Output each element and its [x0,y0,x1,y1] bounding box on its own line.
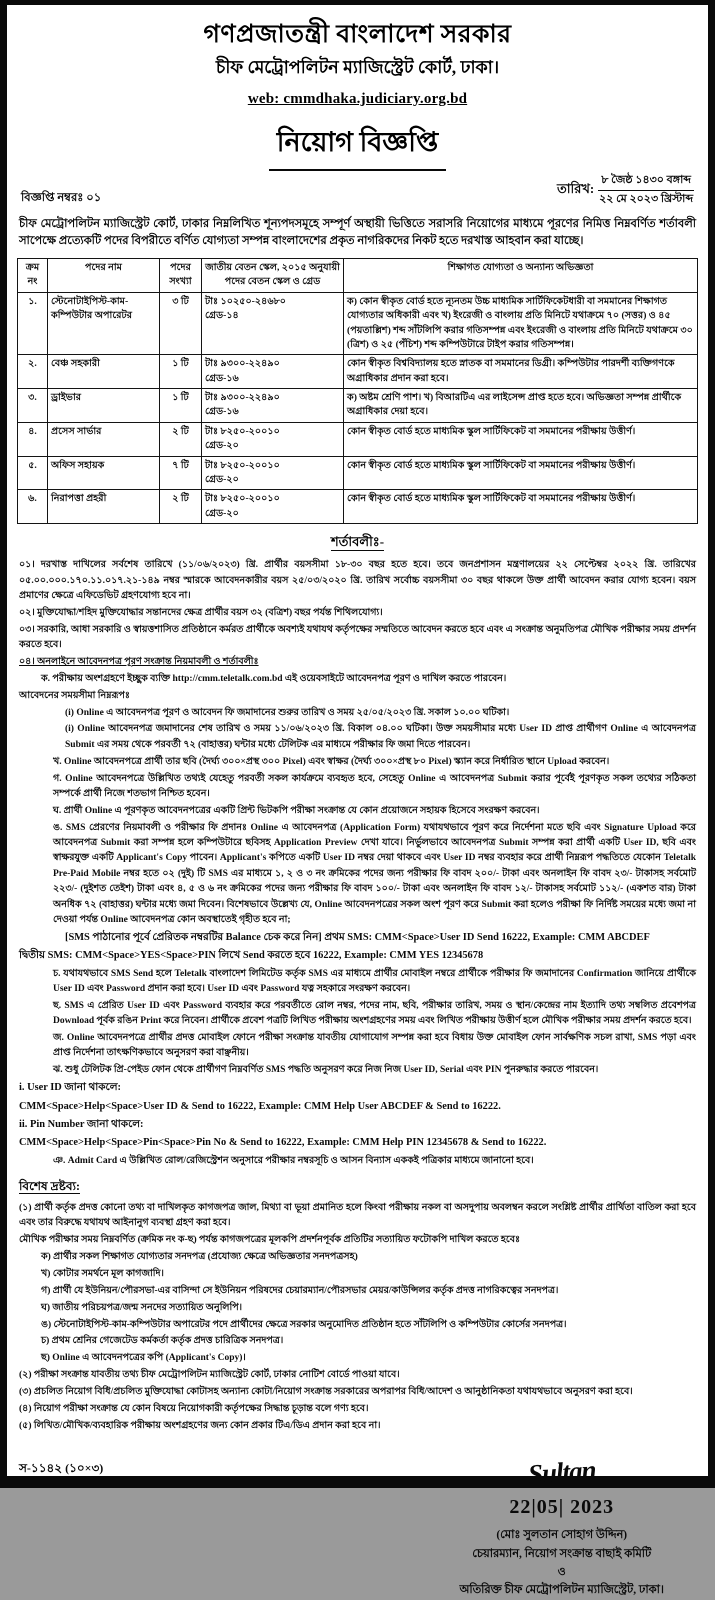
recover-pin-command: CMM<Space>Help<Space>Pin<Space>Pin No & Send to 16222, Example: CMM Help PIN 12345678 & Send to 16222. [19,1137,547,1149]
cell-scale-grade: গ্রেড-১৬ [205,406,239,418]
cell-scale-amount: টাঃ ১০২৫০-২৪৬৮০ [205,295,287,307]
admit-card-note: ঞ. Admit Card এ উল্লিখিত রোল/রেজিস্ট্রেশন অনুসারে পরীক্ষার নম্বরসূচি ও আসন বিন্যাস এককই পত্রিকার মাধ্যমে জানানো হবে। [53,1155,534,1166]
cell-post-count: ২ টি [160,490,202,524]
cell-qualification: ক) কোন স্বীকৃত বোর্ড হতে ন্যূনতম উচ্চ মাধ্যমিক সার্টিফিকেটধারী বা সমমানের শিক্ষাগত যোগ্যতার অধিকারী এবং খ) ইংরেজী ও বাংলায় প্রতি মিনিটে যথাক্রমে ৭০ (সত্তর) ও ৪৫ (পয়তাল্লিশ) শব্দ সাঁটলিপি করার গতিসম্পন্ন এবং ইংরেজী ও বাংলায় প্রতি মিনিটে যথাক্রমে ৩০ (ত্রিশ) ও ২৫ (পঁচিশ) শব্দ কম্পিউটারে টাইপ করার গতিসম্পন্ন। [344,292,698,355]
cell-post-name: বেঞ্চ সহকারী [48,355,160,389]
condition-item: ০১। দরখাস্ত দাখিলের সর্বশেষ তারিখে (১১/০৬/২০২৩) খ্রি. প্রার্থীর বয়সসীমা ১৮-৩০ বছর হতে হবে। তবে জনপ্রশাসন মন্ত্রণালয়ের ২২ সেপ্টেম্বর ২০২২ খ্রি. তারিখের ০৫.০০.০০০.১৭০.১১.০১৭.২১-১৪৯ নম্বর স্মারকে আবেদনকারীর বয়স ২৫/০৩/২০২০ খ্রি. তারিখ সর্বোচ্চ বয়সসীমা ৩০ বছর থাকলে উক্ত প্রার্থী আবেদন করার যোগ্য হবেন। বয়স প্রমাণের ক্ষেত্রে এফিডেভিট গ্রহণযোগ্য হবে না। [19,560,696,601]
required-document-item: ক) প্রার্থীর সকল শিক্ষাগত যোগ্যতার সনদপত্র (প্রযোজ্য ক্ষেত্রে অভিজ্ঞতার সনদপত্রসহ) [41,1252,358,1263]
notice-meta-row [17,173,698,208]
cell-pay-scale [202,422,344,456]
document-header [17,21,698,171]
cell-pay-scale [202,389,344,423]
signatory-conjunction: ও [557,1566,566,1579]
signature-date: 22|05| 2023 [509,1495,615,1518]
website-link[interactable]: web: cmmdhaka.judiciary.org.bd [247,90,468,107]
cell-qualification: কোন স্বীকৃত বোর্ড হতে মাধ্যমিক স্কুল সার্টিফিকেট বা সমমানের পরীক্ষায় উত্তীর্ণ। [344,490,698,524]
cell-scale-amount: টাঃ ৯৩০০-২২৪৯০ [205,392,280,404]
footer-reference-code: স-১১৪২ (১০×৩) [19,1461,104,1475]
sms-second-line [19,948,696,965]
special-note-item-1: (১) প্রার্থী কর্তৃক প্রদত্ত কোনো তথ্য বা দাখিলকৃত কাগজপত্র জাল, মিথ্যা বা ভূয়া প্রমানিত হলে কিংবা পরীক্ষায় নকল বা অসদুপায় অবলম্বন করলে সংশ্লিষ্ট প্রার্থীর প্রার্থিতা বাতিল করা হবে এবং তার বিরুদ্ধে যথাযথ আইনানুগ ব্যবস্থা গ্রহণ করা হবে। [19,1202,696,1229]
required-document-item: ছ) Online এ আবেদনপত্রের কপি (Applicant's Copy)। [41,1353,246,1364]
online-rules-heading: ০৪। অনলাইনে আবেদনপত্র পূরণ সংক্রান্ত নিয়মাবলী ও শর্তাবলীঃ [19,656,259,667]
cell-scale-amount: টাঃ ৮২৫০-২০০১০ [205,425,280,437]
special-note-heading: বিশেষ দ্রষ্টব্য: [19,1178,80,1193]
cell-scale-amount: টাঃ ৮২৫০-২০০১০ [205,459,280,471]
condition-item: ০৩। সরকারি, আধা সরকারি ও স্বায়ত্তশাসিত প্রতিষ্ঠানে কর্মরত প্রার্থীকে অবশ্যই যথাযথ কর্তৃপক্ষের সম্মতিতে আবেদন করতে হবে এবং এ সংক্রান্ত অনুমতিপত্র মৌখিক পরীক্ষার সময় প্রদর্শন করতে হবে। [19,624,696,651]
online-rule-e: ঙ. SMS প্রেরণের নিয়মাবলী ও পরীক্ষার ফি প্রদানঃ Online এ আবেদনপত্র (Application Form) যথাযথভাবে পূরণ করে নির্দেশনা মতে ছবি এবং Signature Upload করে আবেদনপত্র Submit করা সম্পন্ন হলে কম্পিউটারে ছবিসহ Application Preview দেখা যাবে। নির্ভুলভাবে আবেদনপত্র Submit সম্পন্ন করা প্রার্থী একটি User ID, ছবি এবং স্বাক্ষরযুক্ত একটি Applicant's Copy পাবেন। Applicant's কপিতে একটি User ID নম্বর দেয়া থাকবে এবং User ID নম্বর ব্যবহার করে প্রার্থী নিম্নরূপ পদ্ধতিতে যেকোন Teletalk Pre-Paid Mobile নম্বর হতে ০২ (দুই) টি SMS এর মাধ্যমে ১, ২ ও ৩ নং ক্রমিকের পদের জন্য পরীক্ষার ফি বাবদ ২০০/- টাকা এবং অনলাইন ফি বাবদ ২৩/- টাকাসহ সর্বমোট ২২৩/- (দুইশত তেইশ) টাকা এবং ৪, ৫ ও ৬ নং ক্রমিকের পদের জন্য পরীক্ষার ফি বাবদ ১০০/- টাকা এবং অনলাইন ফি বাবদ ১২/- টাকাসহ সর্বমোট ১১২/- (একশত বার) টাকা অনধিক ৭২ (বাহাত্তর) ঘন্টার মধ্যে জমা দিবেন। বিশেষভাবে উল্লেখ্য যে, Online আবেদনপত্রের সকল অংশ পূরণ করে Submit করা হলেও পরীক্ষা ফি নির্দিষ্ট সময়ের মধ্যে জমা না দেওয়া পর্যন্ত Online আবেদনপত্র কোন অবস্থাতেই গৃহীত হবে না; [53,822,696,925]
conditions-body [19,558,696,1169]
cell-post-count: ৩ টি [160,292,202,355]
cell-post-count: ১ টি [160,355,202,389]
recover-pin-label: ii. Pin Number জানা থাকলে: [19,1118,144,1130]
conditions-heading: শর্তাবলীঃ- [330,534,385,550]
sms-second-label: দ্বিতীয় SMS: [19,950,76,962]
table-row [18,355,698,389]
cell-pay-scale [202,456,344,490]
cell-pay-scale [202,355,344,389]
sms-balance-note [19,930,696,947]
special-note-body [19,1201,696,1434]
date-english: ২২ মে ২০২৩ খ্রিস্টাব্দ [599,192,694,205]
date-bangla: ৮ জৈষ্ঠ ১৪৩০ বঙ্গাব্দ [598,173,694,191]
online-rule-f: চ. যথাযথভাবে SMS Send হলে Teletalk বাংলাদেশ লিমিটেড কর্তৃক SMS এর মাধ্যমে প্রার্থীর মোবাইল নম্বরে প্রার্থীকে পরীক্ষার ফি জমাদানের Confirmation জানিয়ে প্রার্থীকে User ID এবং Password প্রদান করা হবে। User ID এবং Password যত্ন সহকারে সংরক্ষণ করবেন। [53,968,696,994]
page-title: নিয়োগ বিজ্ঞপ্তি [269,122,446,171]
condition-item: ০২। মুক্তিযোদ্ধা/শহিদ মুক্তিযোদ্ধার সন্তানদের ক্ষেত্র প্রার্থীর বয়স ৩২ (বত্রিশ) বছর পর্যন্ত শিথিলযোগ্য। [19,607,383,618]
table-row [18,422,698,456]
cell-qualification: ক) অষ্টম শ্রেণি পাশ। খ) বিআরটিএ এর লাইসেন্স প্রাপ্ত হতে হবে। অভিজ্ঞতা সম্পন্ন প্রার্থীকে অগ্রাধিকার দেয়া হবে। [344,389,698,423]
cell-post-count: ৭ টি [160,456,202,490]
special-note-item-2: (২) পরীক্ষা সংক্রান্ত যাবতীয় তথ্য চীফ মেট্রোপলিটন ম্যাজিস্ট্রেট কোর্ট, ঢাকার নোটিশ বোর্ডে পাওয়া যাবে। [19,1370,400,1381]
online-rule-i: ঝ. শুধু টেলিটক প্রি-পেইড ফোন থেকে প্রার্থীগণ নিম্নবর্ণিত SMS পদ্ধতি অনুসরণ করে নিজ নিজ User ID, Serial এবং PIN পুনরুদ্ধার করতে পারবেন। [53,1065,599,1076]
cell-scale-grade: গ্রেড-২০ [205,440,239,452]
special-note-item-5: (৫) লিখিত/মৌখিক/ব্যবহারিক পরীক্ষায় অংশগ্রহণের জন্য কোন প্রকার টিএ/ডিএ প্রদান করা হবে না। [19,1420,381,1431]
th-qualification: শিক্ষাগত যোগ্যতা ও অন্যান্য অভিজ্ঞতা [344,258,698,292]
online-rule-c: গ. Online আবেদনপত্রে উল্লিখিত তথ্যই যেহেতু পরবর্তী সকল কার্যক্রমে ব্যবহৃত হবে, সেহেতু Online এ আবেদনপত্র Submit করার পূর্বেই পূরণকৃত সকল তথ্যের সঠিকতা সম্পর্কে প্রার্থী নিজে শতভাগ নিশ্চিত হবেন। [53,773,696,799]
deadline-heading: আবেদনের সময়সীমা নিম্নরূপঃ [19,690,130,701]
cell-qualification: কোন স্বীকৃত বোর্ড হতে মাধ্যমিক স্কুল সার্টিফিকেট বা সমমানের পরীক্ষায় উত্তীর্ণ। [344,456,698,490]
table-row [18,292,698,355]
recover-userid-command: CMM<Space>Help<Space>User ID & Send to 16222, Example: CMM Help User ABCDEF & Send to 16222. [19,1100,501,1112]
table-row [18,389,698,423]
cell-post-name: ড্রাইভার [48,389,160,423]
sms-first-command: CMM<Space>User ID Send 16222, Example: CMM ABCDEF [374,931,650,943]
online-rule-g: ছ. SMS এ প্রেরিত User ID এবং Password ব্যবহার করে পরবর্তীতে রোল নম্বর, পদের নাম, ছবি, পরীক্ষার তারিখ, সময় ও স্থান/কেন্দ্রের নাম ইত্যাদি তথ্য সম্বলিত প্রবেশপত্র Download পূর্বক রঙিন Print করে নিবেন। প্রার্থীকে প্রবেশ পত্রটি লিখিত পরীক্ষায় অংশগ্রহণের সময় এবং লিখিত পরীক্ষায় উত্তীর্ণ হলে মৌখিক পরীক্ষার সময় প্রদর্শন করতে হবে। [53,1000,696,1027]
required-document-item: ঘ) জাতীয় পরিচয়পত্র/জন্ম সনদের সত্যায়িত অনুলিপি। [41,1302,243,1313]
required-document-item: ঙ) স্টেনোটাইপিস্ট-কাম-কম্পিউটার অপারেটর পদে প্রার্থীদের ক্ষেত্রে সরকার অনুমোদিত প্রতিষ্ঠান হতে সাঁটলিপি ও কম্পিউটার কোর্সের সনদপত্র। [41,1319,567,1330]
cell-pay-scale [202,292,344,355]
sms-note-text: [SMS পাঠানোর পূর্বে প্রেরিতক নম্বরটির Balance চেক করে নিন] [65,931,322,943]
notice-number: বিজ্ঞপ্তি নম্বরঃ ০১ [21,191,102,204]
posts-table [17,258,698,524]
cell-serial: ৩. [18,389,48,423]
date-label: তারিখ: [556,180,595,196]
intro-paragraph: চীফ মেট্রোপলিটন ম্যাজিস্ট্রেট কোর্ট, ঢাকার নিম্নলিখিত শূন্যপদসমূহে সম্পূর্ণ অস্থায়ী ভিত্তিতে সরাসরি নিয়োগের মাধ্যমে পূরণের নিমিত্ত নিম্নবর্ণিত শর্তাবলী সাপেক্ষে প্রত্যেকটি পদের বিপরীতে বর্ণিত যোগ্যতা সম্পন্ন বাংলাদেশের প্রকৃত নাগরিকদের নিকট হতে দরখাস্ত আহবান করা যাচ্ছে। [19,217,696,248]
cell-post-name: অফিস সহায়ক [48,456,160,490]
cell-serial: ২. [18,355,48,389]
cell-scale-grade: গ্রেড-১৬ [205,372,239,384]
cell-serial: ১. [18,292,48,355]
cell-post-count: ২ টি [160,422,202,456]
special-note-item-4: (৪) নিয়োগ পরীক্ষা সংক্রান্ত যে কোন বিষয়ে নিয়োগকারী কর্তৃপক্ষের সিদ্ধান্ত চূড়ান্ত বলে গণ্য হবে। [19,1403,369,1414]
required-document-item: গ) প্রার্থী যে ইউনিয়ন/পৌরসভা-এর বাসিন্দা সে ইউনিয়ন পরিষদের চেয়ারম্যান/পৌরসভার মেয়র/কাউন্সিলর কর্তৃক প্রদত্ত নাগরিকত্বের সনদপত্র। [41,1285,559,1296]
cell-post-name: স্টেনোটাইপিস্ট-কাম-কম্পিউটার অপারেটর [48,292,160,355]
table-header-row [18,258,698,292]
th-pay-scale: জাতীয় বেতন স্কেল, ২০১৫ অনুযায়ী পদের বেতন স্কেল ও গ্রেড [202,258,344,292]
online-rule-d: ঘ. প্রার্থী Online এ পূরণকৃত আবেদনপত্রের একটি প্রিন্ট ভিটকপি পরীক্ষা সংক্রান্ত যে কোন প্রয়োজনে সহায়ক হিসেবে সংরক্ষণ করবেন। [53,805,540,816]
th-post-name: পদের নাম [48,258,160,292]
cell-scale-grade: গ্রেড-২০ [205,507,239,519]
cell-qualification: কোন স্বীকৃত বিশ্ববিদ্যালয় হতে স্নাতক বা সমমানের ডিগ্রী। কম্পিউটার পারদর্শী ব্যক্তিগণকে অগ্রাধিকার প্রদান করা হবে। [344,355,698,389]
signatory-designation: চেয়ারম্যান, নিয়োগ সংক্রান্ত বাছাই কমিটি [472,1547,652,1560]
cell-scale-amount: টাঃ ৮২৫০-২০০১০ [205,493,280,505]
cell-pay-scale [202,490,344,524]
deadline-start: (i) Online এ আবেদনপত্র পূরণ ও আবেদন ফি জমাদানের শুরুর তারিখ ও সময় ২৫/০৫/২০২৩ খ্রি. সকাল ১০.০০ ঘটিকা। [65,707,510,718]
cell-serial: ৪. [18,422,48,456]
th-serial: ক্রম নং [18,258,48,292]
cell-scale-grade: গ্রেড-২০ [205,474,239,486]
online-rule-a: ক. পরীক্ষায় অংশগ্রহণে ইচ্ছুক ব্যক্তি http://cmm.teletalk.com.bd এই ওয়েবসাইটে আবেদনপত্র পূরণ ও দাখিল করতে পারবেন। [41,673,507,684]
cell-serial: ৫. [18,456,48,490]
cell-scale-amount: টাঃ ৯৩০০-২২৪৯০ [205,358,280,370]
signature-mark: Sultan [526,1454,597,1490]
signatory-name: (মোঃ সুলতান সোহাগ উদ্দিন) [496,1528,628,1541]
government-title: গণপ্রজাতন্ত্রী বাংলাদেশ সরকার [203,21,512,48]
oral-exam-docs-heading: মৌখিক পরীক্ষার সময় নিম্নবর্ণিত (ক্রমিক নং ক-ছ) পর্যন্ত কাগজপত্রের মূলকপি প্রদর্শনপূর্বক প্রতিটির সত্যায়িত ফটোকপি দাখিল করতে হবেঃ [19,1235,521,1246]
online-rule-b: খ. Online আবেদনপত্রে প্রার্থী তার ছবি (দৈর্ঘ্য ৩০০×প্রস্থ ৩০০ Pixel) এবং স্বাক্ষর (দৈর্ঘ্য ৩০০×প্রস্থ ৮০ Pixel) স্ক্যান করে নির্ধারিত স্থানে Upload করবেন। [53,756,610,767]
special-note-item-3: (৩) প্রচলিত নিয়োগ বিধি/প্রচলিত মুক্তিযোদ্ধা কোটাসহ অন্যান্য কোটা/নিয়োগ সংক্রান্ত সরকারের অপরাপর বিধি/আদেশ ও আনুষ্ঠানিকতা যথাযথভাবে অনুসরণ করা হবে। [19,1387,633,1398]
recover-userid-label: i. User ID জানা থাকলে: [19,1082,121,1094]
th-post-count: পদের সংখ্যা [160,258,202,292]
signature-area [17,1450,698,1600]
signatory-designation-secondary: অতিরিক্ত চীফ মেট্রোপলিটন ম্যাজিস্ট্রেট, ঢাকা। [459,1584,664,1597]
cell-post-name: নিরাপত্তা প্রহরী [48,490,160,524]
cell-serial: ৬. [18,490,48,524]
sms-second-command: CMM<Space>YES<Space>PIN লিখে Send করতে হবে 16222, Example: CMM YES 12345678 [75,950,484,962]
sms-first-label: প্রথম SMS: [324,931,375,943]
cell-scale-grade: গ্রেড-১৪ [205,310,239,322]
required-document-item: চ) প্রথম শ্রেনির গেজেটেড কর্মকর্তা কর্তৃক প্রদত্ত চারিত্রিক সনদপত্র। [41,1336,284,1347]
cell-qualification: কোন স্বীকৃত বোর্ড হতে মাধ্যমিক স্কুল সার্টিফিকেট বা সমমানের পরীক্ষায় উত্তীর্ণ। [344,422,698,456]
notice-date-block [557,173,694,208]
cell-post-name: প্রসেস সার্ভার [48,422,160,456]
deadline-end: (i) Online আবেদনপত্র জমাদানের শেষ তারিখ ও সময় ১১/০৬/২০২৩ খ্রি. বিকাল ০৪.০০ ঘটিকা। উক্ত সময়সীমার মধ্যে User ID প্রাপ্ত প্রার্থীগণ Online এ আবেদনপত্র Submit এর সময় থেকে পরবর্তী ৭২ (বাহাত্তর) ঘন্টার মধ্যে টেলিটক এর মাধ্যমে পরীক্ষার ফি জমা দিতে পারবেন। [65,724,696,750]
court-title: চীফ মেট্রোপলিটন ম্যাজিস্ট্রেট কোর্ট, ঢাকা। [215,56,500,77]
online-rule-h: জ. Online আবেদনপত্রে প্রার্থীর প্রদত্ত মোবাইল ফোনে পরীক্ষা সংক্রান্ত যাবতীয় যোগাযোগ সম্পন্ন করা হবে বিধায় উক্ত মোবাইল ফোন সার্বক্ষণিক সচল রাখা, SMS পড়া এবং প্রাপ্ত নির্দেশনা তাৎক্ষণিকভাবে অনুসরণ করা বাঞ্ছনীয়। [53,1033,696,1059]
cell-post-count: ১ টি [160,389,202,423]
required-document-item: খ) কোটার সমর্থনে মূল কাগজাদি। [41,1268,164,1279]
table-row [18,490,698,524]
table-row [18,456,698,490]
